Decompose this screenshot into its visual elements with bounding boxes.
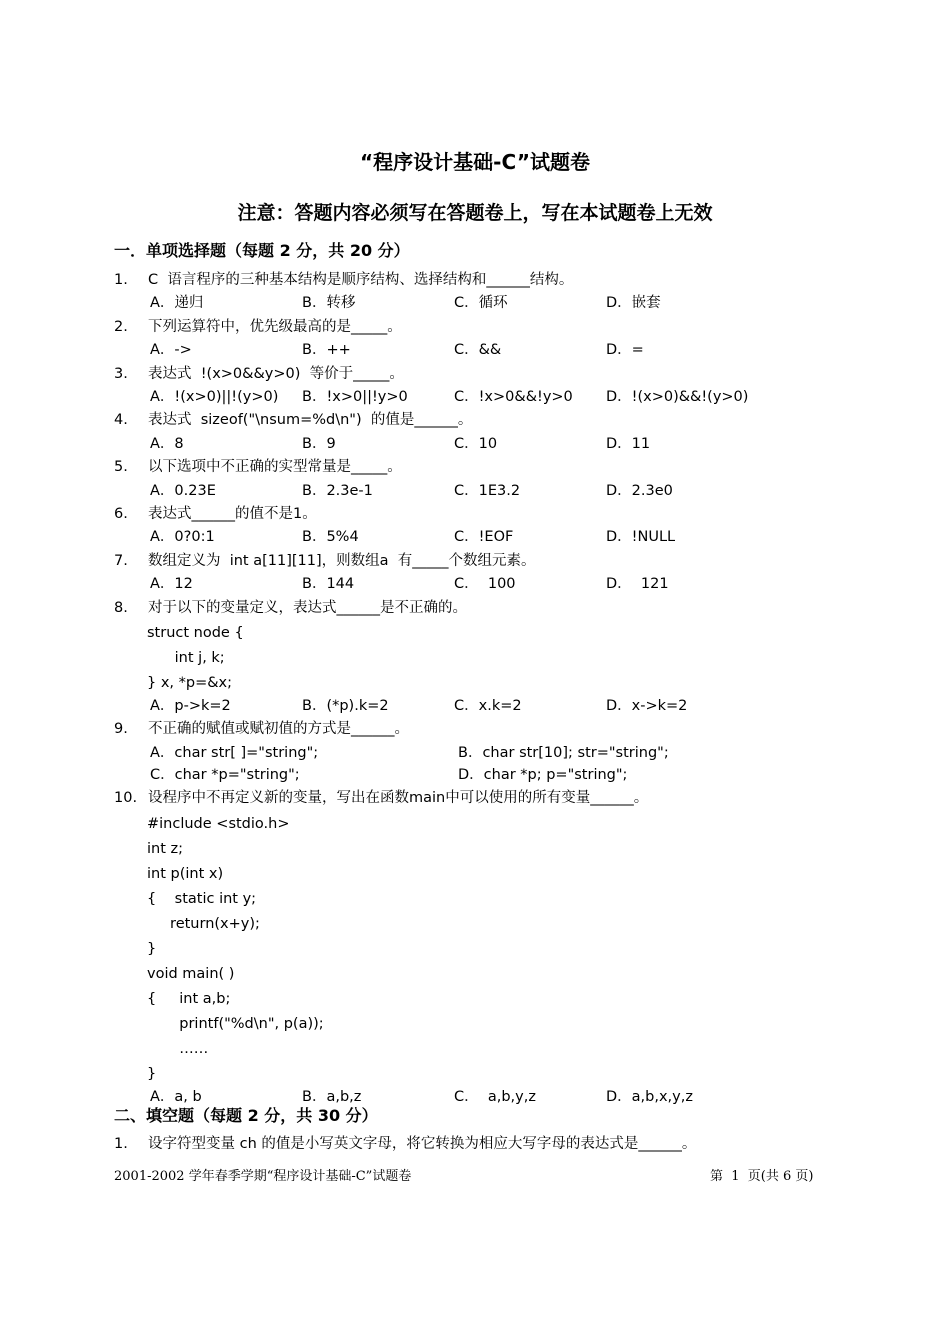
answer-option: B．(*p).k=2: [302, 698, 389, 714]
question-number: 9.: [114, 721, 128, 738]
answer-option: C．!EOF: [454, 529, 514, 546]
code-line: ……: [147, 1040, 209, 1057]
question-number: 4.: [114, 412, 128, 429]
question-text: 对于以下的变量定义，表达式______是不正确的。: [148, 599, 467, 616]
answer-option: A．p->k=2: [150, 698, 231, 714]
answer-option: B．144: [302, 576, 355, 593]
answer-option: A．char str[ ]="string";: [150, 744, 319, 761]
question-text: 不正确的赋值或赋初值的方式是______。: [148, 721, 409, 738]
code-line: int p(int x): [147, 865, 224, 882]
question-number: 6.: [114, 506, 128, 522]
answer-option: C． a,b,y,z: [454, 1088, 536, 1105]
answer-option: C．10: [454, 435, 498, 452]
question-number: 8.: [114, 599, 128, 616]
answer-option: A．->: [150, 342, 192, 359]
answer-option: B．9: [302, 435, 336, 452]
footer-page-number: 第 1 页(共 6 页): [710, 1169, 814, 1184]
question-number: 1.: [114, 1136, 128, 1152]
answer-option: B．转移: [302, 295, 356, 312]
page-title: “程序设计基础-C”试题卷: [360, 150, 590, 174]
question-text: 设字符型变量 ch 的值是小写英文字母，将它转换为相应大写字母的表达式是______。: [148, 1136, 697, 1152]
question-text: 表达式______的值不是1。: [148, 506, 317, 522]
answer-option: C．char *p="string";: [150, 766, 300, 783]
section-heading: 一．单项选择题（每题 2 分，共 20 分）: [114, 241, 410, 260]
answer-option: B．char str[10]; str="string";: [458, 744, 669, 761]
code-line: }: [147, 940, 157, 957]
question-number: 7.: [114, 552, 128, 569]
question-text: 以下选项中不正确的实型常量是_____。: [148, 459, 402, 476]
answer-option: D．x->k=2: [606, 698, 688, 714]
code-line: int z;: [147, 840, 184, 857]
question-text: 设程序中不再定义新的变量，写出在函数main中可以使用的所有变量______。: [148, 790, 649, 807]
answer-option: D．=: [606, 342, 644, 359]
code-line: struct node {: [147, 625, 244, 641]
answer-option: C．x.k=2: [454, 698, 522, 714]
answer-option: B．2.3e-1: [302, 482, 373, 499]
answer-option: A．12: [150, 576, 193, 593]
answer-option: B．a,b,z: [302, 1088, 362, 1105]
answer-option: B．++: [302, 342, 351, 359]
answer-option: C．!x>0&&!y>0: [454, 389, 573, 405]
answer-option: C．1E3.2: [454, 482, 521, 499]
answer-option: A．0.23E: [150, 482, 216, 499]
section-heading: 二、填空题（每题 2 分，共 30 分）: [114, 1106, 378, 1125]
answer-option: C． 100: [454, 576, 516, 593]
answer-option: D．2.3e0: [606, 482, 673, 499]
code-line: return(x+y);: [147, 915, 260, 932]
code-line: #include <stdio.h>: [147, 815, 290, 832]
answer-option: D．a,b,x,y,z: [606, 1088, 693, 1105]
question-text: 下列运算符中，优先级最高的是_____。: [148, 318, 402, 335]
answer-option: D．!(x>0)&&!(y>0): [606, 389, 749, 405]
question-number: 10.: [114, 790, 138, 807]
question-text: 表达式 !(x>0&&y>0) 等价于_____。: [148, 365, 404, 382]
code-line: }: [147, 1065, 157, 1082]
answer-option: D． 121: [606, 576, 669, 593]
question-text: 表达式 sizeof("\nsum=%d\n") 的值是______。: [148, 412, 473, 429]
code-line: printf("%d\n", p(a));: [147, 1015, 324, 1032]
answer-option: A．0?0:1: [150, 529, 215, 546]
answer-option: D．嵌套: [606, 295, 661, 312]
answer-option: C．&&: [454, 342, 502, 359]
code-line: int j, k;: [147, 650, 225, 666]
answer-option: D．!NULL: [606, 529, 676, 546]
code-line: { static int y;: [147, 890, 257, 907]
question-number: 2.: [114, 318, 128, 335]
answer-option: C．循环: [454, 295, 508, 312]
answer-option: B．!x>0||!y>0: [302, 389, 408, 405]
code-line: void main( ): [147, 965, 235, 982]
question-text: C 语言程序的三种基本结构是顺序结构、选择结构和______结构。: [148, 272, 574, 288]
answer-option: A．!(x>0)||!(y>0): [150, 389, 279, 405]
question-number: 3.: [114, 365, 128, 382]
code-line: } x, *p=&x;: [147, 675, 233, 691]
answer-option: D．11: [606, 435, 651, 452]
answer-option: A．8: [150, 435, 184, 452]
answer-option: B．5%4: [302, 529, 359, 546]
exam-notice: 注意：答题内容必须写在答题卷上，写在本试题卷上无效: [237, 202, 713, 224]
question-number: 5.: [114, 459, 128, 476]
answer-option: A．递归: [150, 295, 204, 312]
code-line: { int a,b;: [147, 990, 231, 1007]
answer-option: D．char *p; p="string";: [458, 766, 628, 783]
answer-option: A．a, b: [150, 1088, 202, 1105]
question-number: 1.: [114, 272, 128, 288]
footer-left: 2001-2002 学年春季学期“程序设计基础-C”试题卷: [114, 1169, 412, 1184]
question-text: 数组定义为 int a[11][11]，则数组a 有_____个数组元素。: [148, 552, 536, 569]
